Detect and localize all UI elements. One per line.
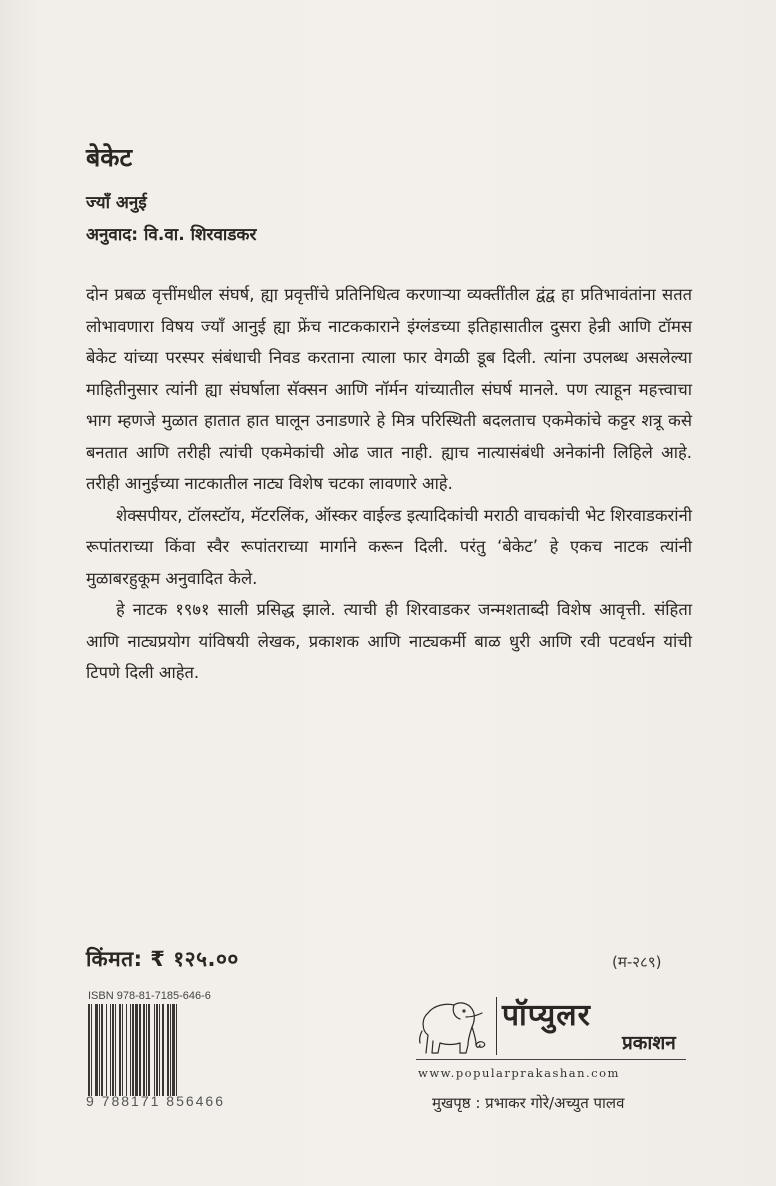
book-author: ज्याँ अनुई (86, 193, 147, 213)
blurb (86, 279, 692, 689)
publisher-website: www.popularprakashan.com (418, 1066, 620, 1080)
publisher-sub: प्रकाशन (622, 1032, 676, 1054)
blurb-paragraph-3: हे नाटक १९७१ साली प्रसिद्ध झाले. त्याची ही शिरवाडकर जन्मशताब्दी विशेष आवृत्ती. संहिता आणि नाट्यप्रयोग यांविषयी लेखक, प्रकाशक आणि नाट्यकर्मी बाळ धुरी आणि रवी पटवर्धन यांची टिपणे दिली आहेत. (86, 600, 692, 682)
price: किंमत: ₹ १२५.०० (86, 947, 239, 971)
logo-divider (496, 997, 497, 1055)
barcode-digits: 9 788171 856466 (86, 1093, 225, 1109)
barcode (88, 1004, 230, 1096)
catalog-code: (म-२८९) (612, 953, 662, 971)
isbn-label: ISBN 978-81-7185-646-6 (88, 990, 211, 1002)
elephant-icon (416, 995, 492, 1057)
book-translator: अनुवाद: वि.वा. शिरवाडकर (86, 225, 257, 245)
publisher-logo (416, 995, 686, 1065)
blurb-paragraph-2: शेक्सपीयर, टॉलस्टॉय, मॅटरलिंक, ऑस्कर वाईल्ड इत्यादिकांची मराठी वाचकांची भेट शिरवाडकरांनी रूपांतराच्या किंवा स्वैर रूपांतराच्या मार्गाने करून दिली. परंतु ‘बेकेट’ हे एकच नाटक त्यांनी मुळाबरहुकूम अनुवादित केले. (86, 505, 692, 588)
blurb-paragraph-1: दोन प्रबळ वृत्तींमधील संघर्ष, ह्या प्रवृत्तींचे प्रतिनिधित्व करणाऱ्या व्यक्तींतील द्वंद्व हा प्रतिभावंतांना सतत लोभावणारा विषय ज्याँ आनुई ह्या फ्रेंच नाटककाराने इंग्लंडच्या इतिहासातील दुसरा हेन्री आणि टॉमस बेकेट यांच्या परस्पर संबंधाची निवड करताना त्याला फार वेगळी डूब दिली. त्यांना उपलब्ध असलेल्या माहितीनुसार त्यांनी ह्या संघर्षाला सॅक्सन आणि नॉर्मन यांच्यातील संघर्ष मानले. पण त्याहून महत्त्वाचा भाग म्हणजे मुळात हातात हात घालून उनाडणारे हे मित्र परिस्थिती बदलताच एकमेकांचे कट्टर शत्रू कसे बनतात आणि तरीही त्यांची एकमेकांची ओढ जात नाही. ह्याच नात्यासंबंधी अनेकांनी लिहिले आहे. तरीही आनुईच्या नाटकातील नाट्य विशेष चटका लावणारे आहे. (86, 285, 692, 493)
publisher-name: पॉप्युलर (502, 998, 591, 1033)
cover-credit: मुखपृष्ठ : प्रभाकर गोरे/अच्युत पालव (432, 1094, 625, 1112)
logo-rule (416, 1059, 686, 1060)
book-title: बेकेट (86, 143, 133, 172)
